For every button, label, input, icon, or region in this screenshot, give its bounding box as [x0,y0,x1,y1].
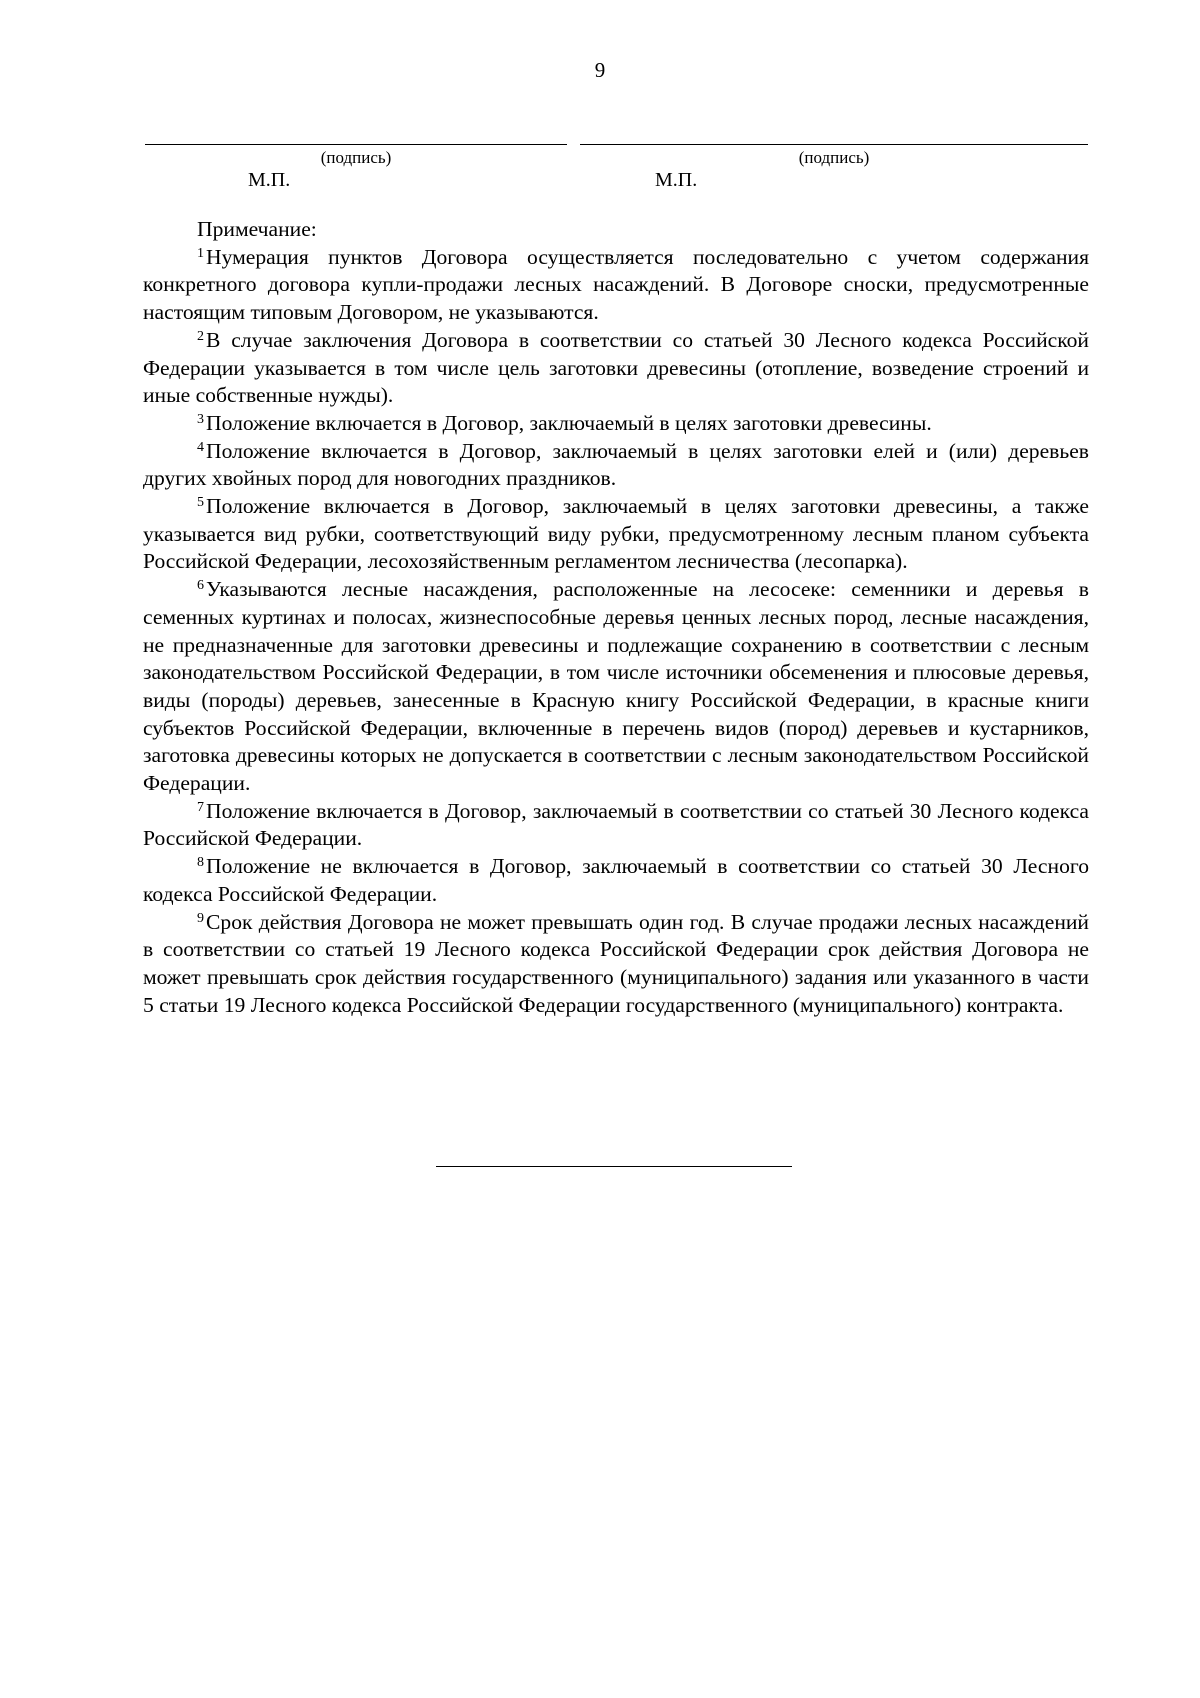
note-item [143,327,1089,410]
note-text: Положение не включается в Договор, заключаемый в соответствии со статьей 30 Лесного кодекса Российской Федерации. [143,854,1089,906]
signature-line-left [145,144,567,145]
notes-section [143,216,1089,1019]
signature-line-right [580,144,1088,145]
note-item [143,853,1089,908]
note-text: Положение включается в Договор, заключаемый в целях заготовки елей и (или) деревьев других хвойных пород для новогодних праздников. [143,438,1089,491]
note-item [143,798,1089,853]
signature-block-right [580,144,1088,196]
stamp-label-left: М.П. [248,169,291,191]
footnote-mark: 4 [197,439,204,455]
note-item [143,576,1089,798]
end-of-document-rule [436,1166,792,1167]
note-item [143,244,1089,327]
note-item [143,493,1089,576]
stamp-label-right: М.П. [655,169,698,191]
note-item [143,909,1089,1020]
note-text: Указываются лесные насаждения, расположенные на лесосеке: семенники и деревья в семенных куртинах и полосах, жизнеспособные деревья ценных лесных пород, лесные насаждения, не предназначенные для заготовки древесины и подлежащие сохранению в соответствии с лесным законодательством Российской Федерации, в том числе источники обсеменения и плюсовые деревья, виды (породы) деревьев, занесенные в Красную книгу Российской Федерации, в красные книги субъектов Российской Федерации, включенные в перечень видов (пород) деревьев и кустарников, заготовка древесины которых не допускается в соответствии с лесным законодательством Российской Федерации. [143,577,1089,796]
signature-caption-left: (подпись) [320,148,392,167]
note-text: Нумерация пунктов Договора осуществляется последовательно с учетом содержания конкретного договора купли-продажи лесных насаждений. В Договоре сноски, предусмотренные настоящим типовым Договором, не указываются. [143,244,1089,325]
footnote-mark: 6 [197,578,204,594]
footnote-mark: 1 [197,245,204,261]
footnote-mark: 3 [197,411,204,427]
footnote-mark: 5 [197,495,204,511]
note-item [143,438,1089,493]
footnote-mark: 2 [197,328,204,344]
note-text: В случае заключения Договора в соответствии со статьей 30 Лесного кодекса Российской Федерации указывается в том числе цель заготовки древесины (отопление, возведение строений и иные собственные нужды). [143,327,1089,408]
footnote-mark: 8 [197,855,204,871]
signature-caption-right: (подпись) [798,148,870,167]
note-text: Срок действия Договора не может превышать один год. В случае продажи лесных насаждений в соответствии со статьей 19 Лесного кодекса Российской Федерации срок действия Договора не может превышать срок действия государственного (муниципального) задания или указанного в части 5 статьи 19 Лесного кодекса Российской Федерации государственного (муниципального) контракта. [143,909,1089,1017]
note-text: Положение включается в Договор, заключаемый в целях заготовки древесины. [206,410,932,435]
page-number: 9 [594,58,606,82]
note-text: Положение включается в Договор, заключаемый в целях заготовки древесины, а также указывается вид рубки, соответствующий виду рубки, предусмотренному лесным планом субъекта Российской Федерации, лесохозяйственным регламентом лесничества (лесопарка). [143,494,1089,574]
footnote-mark: 7 [197,799,204,815]
footnote-mark: 9 [197,910,204,926]
note-item [143,410,1089,438]
note-text: Положение включается в Договор, заключаемый в соответствии со статьей 30 Лесного кодекса Российской Федерации. [143,798,1089,851]
signature-block-left [145,144,567,196]
notes-heading: Примечание: [197,217,317,241]
